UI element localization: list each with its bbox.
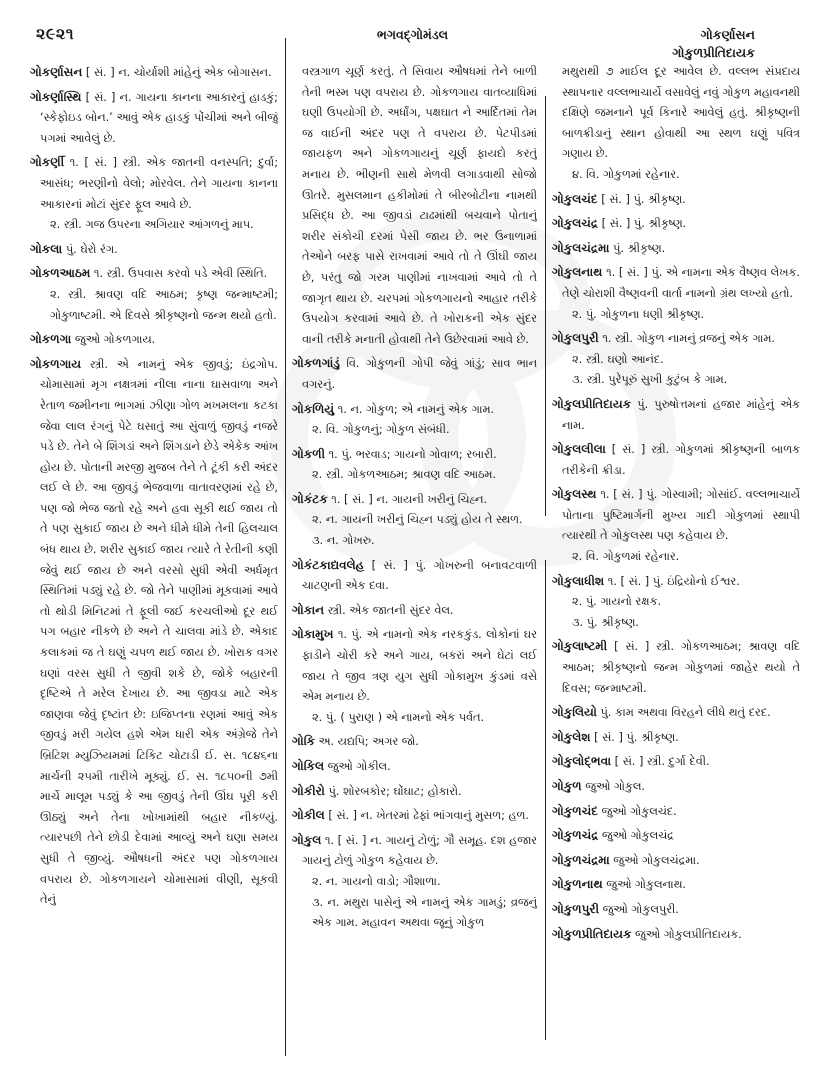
dictionary-entry [30, 354, 278, 911]
entry-headword: ગોકળગાંડું [292, 356, 340, 371]
entry-headword: ગોકર્ણાસન [30, 65, 83, 79]
entry-sense: ૨. વિ. ગોકુળમાં રહેનાર. [572, 550, 680, 564]
page-header [0, 0, 825, 58]
entry-sense: ૨. સ્ત્રી. ગોકળઆઠમ; શ્રાવણ વદિ આઠમ. [312, 468, 496, 482]
dictionary-entry [552, 702, 800, 724]
dictionary-entry [292, 805, 537, 827]
dictionary-entry [30, 239, 278, 261]
entry-definition: ૧. ન. ગોકુળ; એ નામનું એક ગામ. [337, 402, 495, 416]
entry-definition: ૧. [ સં. ] પું. ઇંદ્રિયોનો ઈશ્વર. [607, 574, 740, 588]
entry-headword: ગોકુળપુરી [552, 901, 600, 916]
dictionary-entry [552, 924, 800, 946]
entry-headword: ગોકળિયું [292, 401, 335, 416]
entry-headword: ગોકર્ણી [30, 155, 65, 170]
dictionary-entry [30, 263, 278, 326]
entry-definition: ૧. [ સં. ] પું. એ નામના એક વૈષ્ણવ લેખક. તેણે ચોરાશી વૈષ્ણવની વાર્તા નામનો ગ્રંથ લખ્યો હતો. [562, 266, 800, 300]
entry-definition: પું. ઘેરો રંગ. [65, 242, 118, 256]
entry-headword: ગોકુળનાથ [552, 877, 603, 892]
entry-headword: ગોકુળચંદ્ર [552, 828, 599, 843]
dictionary-entry [292, 731, 537, 753]
entry-headword: ગોકાન [292, 602, 325, 617]
entry-definition: [ સં. ] સ્ત્રી. ગોકળઆઠમ; શ્રાવણ વદિ આઠમ; શ્રીકૃષ્ણનો જન્મ ગોકુળમાં જાહેર થયો તે દિવસ; જન્માષ્ટમી. [562, 640, 800, 695]
entry-definition: જુઓ ગોકુલપ્રીતિદાયક. [635, 927, 742, 941]
entry-definition: ૧. [ સં. ] સ્ત્રી. એક જાતની વનસ્પતિ; દુર્વા; આસંધ; ભરણીનો વેલો; મોરવેલ. તેને ગાયના કાનના આકારનાં મોટાં સુંદર ફૂલ આવે છે. [40, 156, 278, 211]
entry-headword: ગોકુળચંદ્રમા [552, 852, 610, 867]
entry-headword: ગોકિલ [292, 759, 325, 773]
entry-headword: ગોકુળચંદ [552, 803, 598, 818]
dictionary-entry [552, 776, 800, 798]
entry-headword: ગોકુલપુરી [552, 331, 599, 346]
entry-definition: પું. શ્રીકૃષ્ણ. [613, 241, 666, 255]
entry-continuation [292, 62, 537, 350]
entry-sense: ૩. સ્ત્રી. પુરેપૂરું સુખી કુટુંબ કે ગામ. [572, 373, 728, 387]
entry-headword: ગોકુલોદ્ભવા [552, 754, 612, 769]
entry-definition: જુઓ ગોકીલ. [327, 760, 391, 773]
dictionary-entry [292, 555, 537, 597]
dictionary-entry [292, 353, 537, 395]
entry-sense: ૪. વિ. ગોકુળમાં રહેનાર. [572, 167, 680, 181]
entry-definition: અ. યદ્યપિ; અગર જો. [318, 735, 419, 749]
entry-headword: ગોકુલનાથ [552, 265, 603, 280]
entry-definition: જુઓ ગોકુલપુરી. [602, 902, 679, 916]
dictionary-entry [552, 238, 800, 260]
entry-sense: ૨. ન. ગાયનો વાડો; ગૌશાળા. [312, 874, 441, 888]
entry-definition: જુઓ ગોકુલચંદ્રમા. [613, 853, 700, 867]
guide-words [672, 26, 755, 62]
entry-headword: ગોકળી [292, 446, 326, 461]
entry-headword: ગોકુલપ્રીતિદાયક [552, 396, 632, 411]
entry-definition: પું. કામ અથવા વિરહને લીધે થતું દરદ. [600, 706, 771, 720]
dictionary-entry [30, 152, 278, 235]
dictionary-entry [292, 444, 537, 486]
entry-definition: ૧. [ સં. ] ન. ગાયની ખરીનું ચિહ્ન. [331, 492, 487, 506]
dictionary-entry [292, 399, 537, 441]
entry-definition: [ સં. ] પું. શ્રીકૃષ્ણ. [601, 217, 687, 231]
entry-sense: ૨. પું. ગોકુળના ધણી શ્રીકૃષ્ણ. [572, 307, 705, 321]
dictionary-entry [292, 489, 537, 552]
entry-sense: ૩. ન. ગોખરુ. [312, 534, 375, 548]
dictionary-entry [552, 262, 800, 325]
entry-headword: ગોકુલ [292, 832, 322, 847]
entry-definition: ૧. [ સં. ] ન. ગાયનું ટોળું; ગૌ સમૂહ. દશ હજાર ગાયનું ટોળું ગોકુળ કહેવાય છે. [302, 833, 537, 868]
entry-headword: ગોકામુખ [292, 627, 334, 642]
entry-definition: સ્ત્રી. એક જાતની સુંદર વેલ. [327, 603, 454, 617]
entry-definition: જુઓ ગોકુલ. [585, 780, 646, 793]
entry-definition: ૧. [ સં. ] પું. ગોસ્વામી; ગોસાંઈ. વલ્લભાચાર્યે પોતાના પુષ્ટિમાર્ગની મુખ્ય ગાદી ગોકુળમાં સ્થાપી ત્યારથી તે ગોકુલસ્થ પણ કહેવાય છે. [562, 488, 800, 543]
entry-sense: ૨. ન. ગાયની ખરીનું ચિહ્ન પડ્યું હોય તે સ્થળ. [312, 513, 523, 527]
dictionary-entry [552, 571, 800, 634]
entry-continuation [552, 62, 800, 186]
entry-headword: ગોકુલેશ [552, 729, 591, 744]
entry-headword: ગોકળગા [30, 332, 72, 347]
entry-headword: ગોકળગાય [30, 356, 82, 371]
entry-definition: જુઓ ગોકુલનાથ. [606, 878, 686, 892]
entry-headword: ગોકિ [292, 734, 315, 749]
entry-definition: [ સં. ] પું. શ્રીકૃષ્ણ. [594, 730, 679, 744]
entry-headword: ગોકીરો [292, 783, 325, 798]
dictionary-columns [30, 62, 800, 1062]
entry-headword: ગોકુલચંદ [552, 191, 598, 206]
dictionary-entry [552, 484, 800, 567]
entry-headword: ગોકુલિયો [552, 705, 597, 720]
entry-sense: ૩. ન. મથુરા પાસેનું એ નામનું એક ગામડું; વ્રજનું એક ગામ. મહાવન અથવા જૂનું ગોકુળ [312, 895, 537, 930]
entry-definition: જુઓ ગોકુલચંદ્ર [601, 829, 674, 843]
entry-headword: ગોકુલચંદ્રમા [552, 240, 610, 255]
entry-definition: વિ. ગોકુળની ગોપી જેવું ગાંડું; સાવ ભાન વગરનું. [302, 357, 537, 391]
entry-definition: ૧. સ્ત્રી. ઉપવાસ કરવો પડે એવી સ્થિતિ. [93, 267, 268, 281]
entry-headword: ગોકુલાધીશ [552, 573, 605, 588]
entry-definition: પું. શોરબકોર; ઘોંઘાટ; હોકારો. [328, 784, 462, 798]
dictionary-entry [292, 756, 537, 778]
entry-headword: ગોકર્ણાસ્થિ [30, 89, 82, 104]
entry-sense: ૨. વિ. ગોકુળનું; ગોકુળ સંબંધી. [312, 423, 450, 437]
entry-sense: ૨. પું. ( પુરાણ ) એ નામનો એક પર્વત. [312, 710, 485, 724]
entry-headword: ગોકુલચંદ્ર [552, 216, 598, 231]
entry-definition: [ સં. ] પું. શ્રીકૃષ્ણ. [601, 192, 686, 206]
entry-sense: ૨. સ્ત્રી. શ્રાવણ વદિ આઠમ; કૃષ્ણ જન્માષ્ટમી; ગોકુળાષ્ટમી. એ દિવસે શ્રીકૃષ્ણનો જન્મ થયો હતો. [50, 287, 278, 322]
entry-sense: ૨. સ્ત્રી. ગજ ઉપરના અગિયાર આંગળનું માપ. [50, 218, 254, 232]
guide-word-first: ગોકર્ણાસન [700, 27, 755, 42]
entry-definition: મથુરાથી ૭ માઈલ દૂર આવેલ છે. વલ્લભ સંપ્રદાય સ્થાપનાર વલ્લભાચાર્યે વસાવેલું નવું ગોકુળ મહાવનથી દક્ષિણે જમનાને પૂર્વ કિનારે આવેલું હતું. શ્રીકૃષ્ણની બાળક્રીડાનું સ્થાન હોવાથી આ સ્થળ ઘણું પવિત્ર ગણાય છે. [562, 65, 800, 161]
entry-definition: વસ્ત્રગાળ ચૂર્ણ કરતું. તે સિવાય ઔષધમાં તેને બાળી તેની ભસ્મ પણ વપરાય છે. ગોકળગાય વાતવ્યાધિમાં ઘણી ઉપયોગી છે. અર્ધાંગ, પક્ષઘાત ને આર્દિતમાં તેમ જ વાઈની અંદર પણ તે વપરાય છે. પેટપીડમાં જાયફળ અને ગોકળગાયનું ચૂર્ણ ફાયદો કરતું મનાય છે. ભીણની સાથે મેળવી લગાડવાથી સોજો ઊતરે. મુસલમાન હકીમોમાં તે બીરબોટીના નામથી પ્રસિદ્ધ છે. આ જીવડાં ટાઢમાંથી બચવાને પોતાનું શરીર સંકોચી દરમાં પેસી જાય છે. ભર ઉનાળામાં તેઓને બરફ પાસે રાખવામાં આવે તો તે ઊંઘી જાય છે, પરંતુ જો ગરમ પાણીમાં નાખવામાં આવે તો તે જાગૃત થાય છે. ચરપમાં ગોકળગાયનો આહાર તરીકે ઉપયોગ કરવામાં આવે છે. તે ખોરાકની એક સુંદર વાની તરીકે મનાતી હોવાથી તેને ઉછેરવામાં આવે છે. [302, 65, 537, 346]
column-2 [292, 62, 537, 1062]
dictionary-entry [552, 213, 800, 235]
entry-sense: ૩. પું. શ્રીકૃષ્ણ. [572, 615, 639, 629]
entry-definition: ૧. સ્ત્રી. ગોકુળ નામનું વ્રજનું એક ગામ. [602, 332, 776, 346]
dictionary-entry [552, 825, 800, 847]
dictionary-entry [552, 727, 800, 749]
entry-headword: ગોકુલલીલા [552, 442, 606, 457]
guide-word-last: ગોકુળપ્રીતિદાયક [672, 45, 755, 60]
dictionary-entry [552, 874, 800, 896]
dictionary-entry [292, 600, 537, 622]
entry-definition: [ સં. ] ન. ખેતરમાં ઢેફાં ભાંગવાનું મુસળ; હળ. [328, 809, 529, 823]
dictionary-entry [30, 87, 278, 150]
dictionary-entry [552, 328, 800, 391]
book-title: ભગવદ્ગોમંડલ [376, 27, 449, 42]
entry-headword: ગોકલા [30, 241, 63, 256]
dictionary-entry [552, 189, 800, 211]
entry-definition: [ સં. ] ન. ગાયના કાનના આકારનું હાડકું; ‘સ્કેફોઇડ બોન.’ આવું એક હાડકું પોંચીમાં અને બીજું પગમાં આવેલું છે. [40, 90, 278, 145]
entry-definition: જુઓ ગોકુલચંદ. [601, 804, 677, 818]
dictionary-entry [552, 751, 800, 773]
dictionary-entry [30, 329, 278, 351]
entry-definition: [ સં. ] સ્ત્રી. દુર્ગા દેવી. [614, 755, 710, 769]
entry-headword: ગોકુલસ્થ [552, 487, 597, 502]
entry-headword: ગોકળઆઠમ [30, 266, 91, 281]
dictionary-entry [292, 624, 537, 728]
entry-sense: ૨. સ્ત્રી. ઘણો આનંદ. [572, 352, 664, 366]
entry-headword: ગોકંટક [292, 491, 328, 506]
dictionary-entry [292, 830, 537, 934]
entry-definition: [ સં. ] પું. ગોખરુની બનાવટવાળી ચાટણની એક દવા. [302, 558, 537, 593]
entry-sense: ૨. પું. ગાયનો રક્ષક. [572, 595, 662, 609]
dictionary-entry [30, 62, 278, 84]
entry-definition: જુઓ ગોકળગાય. [74, 333, 156, 347]
entry-headword: ગોકુળ [552, 779, 582, 793]
entry-definition: [ સં. ] સ્ત્રી. ગોકુળમાં શ્રીકૃષ્ણની બાળક તરીકેની ક્રીડા. [562, 443, 800, 477]
dictionary-entry [552, 636, 800, 699]
entry-definition: ૧. પું. ભરવાડ; ગાયનો ગોવાળ; રબારી. [328, 447, 497, 461]
dictionary-entry [552, 899, 800, 921]
dictionary-entry [552, 850, 800, 872]
entry-headword: ગોકંટકાદ્યવલેહ [292, 557, 365, 572]
entry-headword: ગોકુળપ્રીતિદાયક [552, 926, 632, 941]
entry-definition: [ સં. ] ન. ચોર્યાશી માંહેનું એક બોગાસન. [85, 66, 272, 79]
column-3 [552, 62, 800, 1062]
entry-headword: ગોકુલાષ્ટમી [552, 639, 608, 654]
dictionary-entry [552, 394, 800, 436]
entry-definition: પું. પુરુષોત્તમનાં હજાર માંહેનું એક નામ. [562, 397, 800, 432]
entry-definition: ૧. પું. એ નામનો એક નરકકુંડ. લોકોનાં ઘર ફાડીને ચોરી કરે અને ગાય, બકરાં અને ઘેટાં લઈ જાય તે જીવ ત્રણ યુગ સુધી ગોકામુખ કુંડમાં વસે એમ મનાય છે. [302, 628, 537, 704]
dictionary-entry [552, 801, 800, 823]
column-1 [30, 62, 278, 1062]
dictionary-entry [552, 439, 800, 481]
dictionary-entry [292, 781, 537, 803]
entry-definition: સ્ત્રી. એ નામનું એક જીવડું; ઇંદ્રગોપ. ચોમાસામાં મૃગ નક્ષત્રમાં નીલા નાના ઘાસવાળા અને રેતાળ જમીનના ભાગમાં ઝીણા ગોળ મખમલના કટકા જેવા લાલ રંગનું પેટે ઘસાતું આ સુંવાળું જીવડું નજરે પડે છે. તેને બે શિંગડાં અને શિંગડાને છેડે એકેક આંખ હોય છે. પોતાની મરજી મુજબ તેને તે ટૂંકી કરી અંદર લઈ લે છે. આ જીવડું ભેજવાળા વાતાવરણમાં રહે છે, પણ જો ભેજ જતો રહે અને હવા સૂકી થઈ જાય તો તે પણ સુકાઈ જાય છે અને ધીમે ધીમે તેની હિલચાલ બંધ થાય છે. શરીર સુકાઈ જાય ત્યારે તે રેતીની કણી જેવું થઈ જાય છે અને વરસો સુધી એવી અર્ધમૃત સ્થિતિમાં પડ્યું રહે છે. જો તેને પાણીમાં મૂકવામાં આવે તો થોડી મિનિટમાં તે ફૂલી જઈ કરચલીઓ દૂર થઈ પગ બહાર નીકળે છે અને તે ચાલવા માંડે છે. એકાદ કલાકમાં જ તે ઘણું ચપળ થઈ જાય છે. ખોરાક વગર ઘણાં વરસ સુધી તે જીવી શકે છે, જોકે બહારની દૃષ્ટિએ તે મરેલ દેખાય છે. આ જીવડા માટે એક જાણવા જેવું દૃષ્ટાંત છે: ઇજિપ્તના રણમાં આવું એક જીવડું મરી ગયેલ હશે એમ ધારી એક અંગ્રેજે તેને બ્રિટિશ મ્યુઝિયમમાં ટિકિટ ચોટાડી ઈ. સ. ૧૮૪૬ના માર્ચની ૨૫મી તારીખે મૂક્યું. ઈ. સ. ૧૮૫૦ની ૭મી માર્ચે માલૂમ પડ્યું કે આ જીવડું તેની ઊંઘ પૂરી કરી ઊઠ્યું અને તેના ખોખામાંથી બહાર નીકળ્યું. ત્યારપછી તેને છોડી દેવામાં આવ્યું અને ઘણા સમય સુધી તે જીવ્યું. ઔષધની અંદર પણ ગોકળગાય વપરાય છે. ગોકળગાયને ચોમાસામાં વીણી, સૂકવી તેનું [40, 357, 278, 907]
entry-headword: ગોકીલ [292, 808, 325, 823]
page-number: ૨૯૨૧ [36, 24, 75, 43]
